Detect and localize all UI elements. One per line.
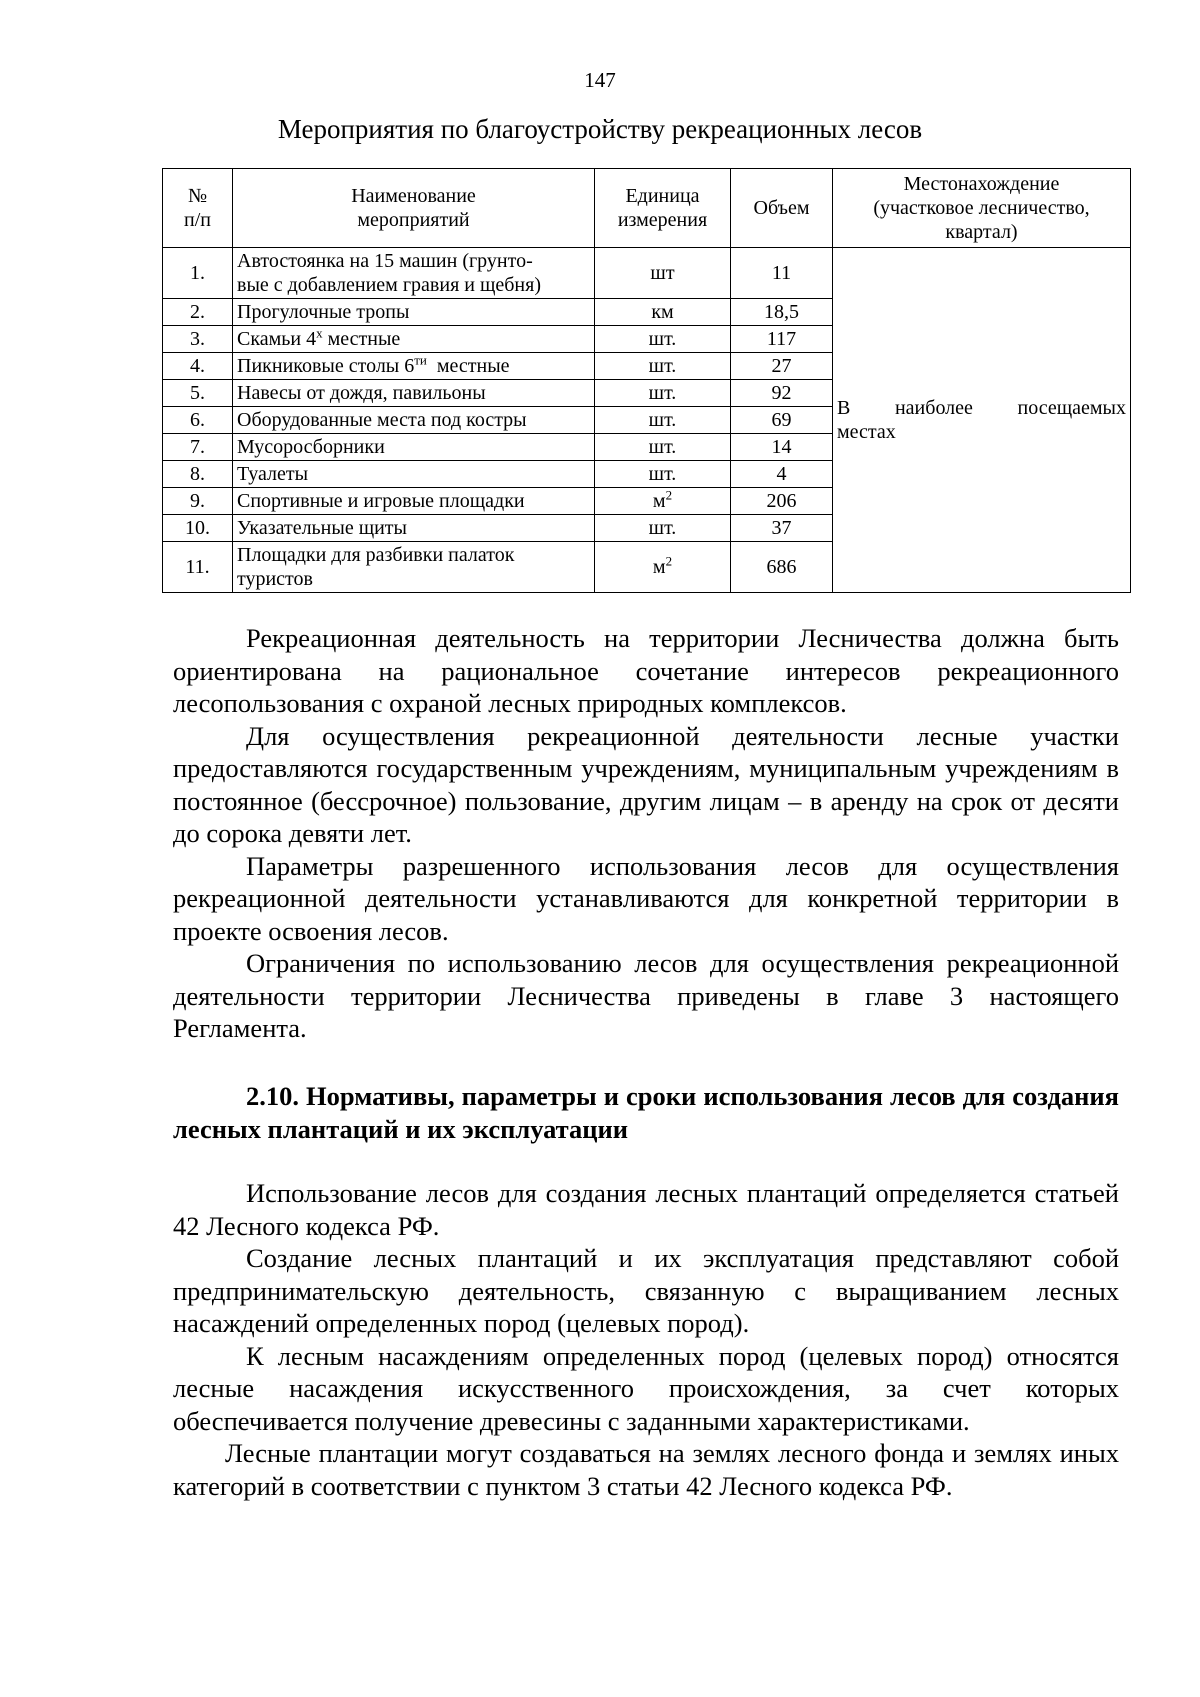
header-location-line: квартал): [945, 221, 1018, 243]
header-name-line: мероприятий: [357, 209, 470, 231]
row-name-line: вые с добавлением гравия и щебня): [237, 274, 541, 296]
location-line: В наиболее посещаемых: [837, 397, 1126, 419]
header-name: [233, 169, 595, 248]
row-name: Прогулочные тропы: [233, 299, 595, 326]
row-num: 10.: [163, 515, 233, 542]
location-cell: [833, 248, 1131, 593]
header-volume: Объем: [731, 169, 833, 248]
row-name-sup: х: [316, 325, 323, 341]
row-unit-text: м: [652, 490, 666, 512]
paragraph: Лесные плантации могут создаваться на землях лесного фонда и землях иных категорий в соответствии с пунктом 3 статьи 42 Лесного кодекса РФ.: [173, 1438, 1119, 1501]
paragraph: Рекреационная деятельность на территории Лесничества должна быть ориентирована на рациональное сочетание интересов рекреационного лесопользования с охраной лесных природных комплексов.: [173, 623, 1119, 718]
row-num: 6.: [163, 407, 233, 434]
row-unit-sup: 2: [665, 487, 673, 503]
row-volume: 206: [731, 488, 833, 515]
row-name: Туалеты: [233, 461, 595, 488]
paragraph: Ограничения по использованию лесов для осуществления рекреационной деятельности территории Лесничества приведены в главе 3 настоящего Регламента.: [173, 948, 1119, 1043]
row-num: 8.: [163, 461, 233, 488]
row-unit: [595, 542, 731, 593]
row-name-text: местные: [322, 328, 401, 350]
row-volume: 27: [731, 353, 833, 380]
row-name-sup: ти: [414, 352, 427, 368]
row-name-text: Пикниковые столы 6: [237, 355, 415, 377]
row-name-text: местные: [426, 355, 510, 377]
body-text-block-2: [173, 1177, 1119, 1502]
header-name-line: Наименование: [351, 185, 476, 207]
row-unit: шт.: [595, 353, 731, 380]
row-volume: 37: [731, 515, 833, 542]
row-unit: шт.: [595, 380, 731, 407]
row-name: Навесы от дождя, павильоны: [233, 380, 595, 407]
row-unit: шт.: [595, 461, 731, 488]
row-unit: км: [595, 299, 731, 326]
row-name-line: Площадки для разбивки палаток: [237, 544, 515, 566]
header-num: [163, 169, 233, 248]
row-num: 5.: [163, 380, 233, 407]
row-volume: 117: [731, 326, 833, 353]
row-unit: шт: [595, 248, 731, 299]
header-location-line: Местонахождение: [903, 173, 1060, 195]
row-num: 9.: [163, 488, 233, 515]
row-name-text: Скамьи 4: [237, 328, 317, 350]
row-volume: 4: [731, 461, 833, 488]
header-num-line: №: [187, 185, 208, 207]
row-unit: шт.: [595, 326, 731, 353]
row-volume: 14: [731, 434, 833, 461]
row-unit: шт.: [595, 515, 731, 542]
paragraph: К лесным насаждениям определенных пород (целевых пород) относятся лесные насаждения искусственного происхождения, за счет которых обеспечивается получение древесины с заданными характеристиками.: [173, 1340, 1119, 1436]
row-unit: шт.: [595, 434, 731, 461]
row-volume: 18,5: [731, 299, 833, 326]
body-text-block-1: [173, 622, 1119, 1045]
paragraph: Параметры разрешенного использования лесов для осуществления рекреационной деятельности устанавливаются для конкретной территории в проекте освоения лесов.: [173, 850, 1119, 946]
row-name: Указательные щиты: [233, 515, 595, 542]
row-name: [233, 326, 595, 353]
paragraph: Использование лесов для создания лесных плантаций определяется статьей 42 Лесного кодекса РФ.: [173, 1178, 1119, 1241]
paragraph: Создание лесных плантаций и их эксплуатация представляют собой предпринимательскую деятельность, связанную с выращиванием лесных насаждений определенных пород (целевых пород).: [173, 1243, 1119, 1338]
location-line: местах: [837, 421, 896, 443]
row-name-line: туристов: [237, 568, 313, 590]
paragraph: Для осуществления рекреационной деятельности лесные участки предоставляются государственным учреждениям, муниципальным учреждениям в постоянное (бессрочное) пользование, другим лицам – в аренду на срок от десяти до сорока девяти лет.: [173, 720, 1119, 848]
header-unit: [595, 169, 731, 248]
section-heading: 2.10. Нормативы, параметры и сроки использования лесов для создания лесных плантаций и их эксплуатации: [173, 1081, 1119, 1144]
row-volume: 92: [731, 380, 833, 407]
row-num: 7.: [163, 434, 233, 461]
row-name: Спортивные и игровые площадки: [233, 488, 595, 515]
row-num: 4.: [163, 353, 233, 380]
header-num-line: п/п: [184, 209, 211, 231]
row-name: [233, 353, 595, 380]
row-unit-sup: 2: [665, 553, 673, 569]
table-header-row: [163, 169, 1131, 248]
header-unit-line: измерения: [617, 209, 708, 231]
row-unit-text: м: [652, 556, 666, 578]
row-volume: 69: [731, 407, 833, 434]
row-unit: шт.: [595, 407, 731, 434]
row-num: 3.: [163, 326, 233, 353]
row-volume: 11: [731, 248, 833, 299]
row-name: [233, 542, 595, 593]
events-table: [162, 168, 1131, 593]
row-name-line: Автостоянка на 15 машин (грунто-: [237, 250, 533, 272]
row-num: 11.: [163, 542, 233, 593]
row-name: Мусоросборники: [233, 434, 595, 461]
table-title: Мероприятия по благоустройству рекреационных лесов: [277, 114, 923, 144]
table-row: [163, 248, 1131, 299]
header-location: [833, 169, 1131, 248]
row-unit: [595, 488, 731, 515]
row-num: 2.: [163, 299, 233, 326]
page-number: 147: [584, 68, 616, 92]
row-name: Оборудованные места под костры: [233, 407, 595, 434]
header-location-line: (участковое лесничество,: [873, 197, 1090, 219]
row-volume: 686: [731, 542, 833, 593]
row-num: 1.: [163, 248, 233, 299]
row-name: [233, 248, 595, 299]
header-unit-line: Единица: [625, 185, 700, 207]
